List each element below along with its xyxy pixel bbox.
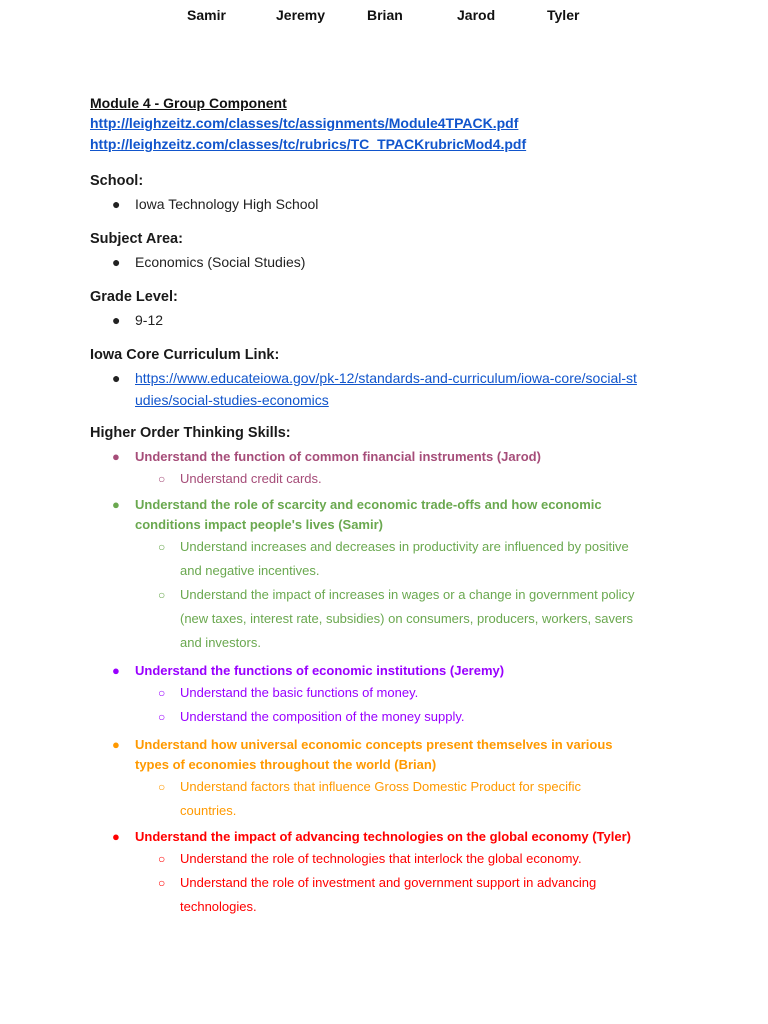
sub-skill-text-line: Understand credit cards. <box>180 471 322 486</box>
core-link-line-2: udies/social-studies-economics <box>135 392 329 408</box>
member-name-tyler: Tyler <box>547 7 580 23</box>
sub-skill-item <box>90 535 710 583</box>
sub-skill-item <box>90 467 710 491</box>
subject-section <box>90 229 710 273</box>
core-label: Iowa Core Curriculum Link: <box>90 347 280 363</box>
sub-skill-item <box>90 847 710 871</box>
sub-skill-text-line: (new taxes, interest rate, subsidies) on consumers, producers, workers, savers <box>180 611 634 626</box>
core-section <box>90 345 710 411</box>
sub-skill-text-line: Understand the impact of increases in wages or a change in government policy <box>180 587 635 602</box>
skill-text-line: Understand the function of common financial instruments (Jarod) <box>135 449 541 464</box>
sub-skill-item <box>90 681 710 705</box>
skill-text-line: conditions impact people's lives (Samir) <box>135 517 383 532</box>
group-member-names <box>0 7 768 27</box>
sub-skill-item <box>90 705 710 729</box>
module-title: Module 4 - Group Component <box>90 95 287 111</box>
skills-list <box>90 447 710 919</box>
skill-text-line: types of economies throughout the world (Brian) <box>135 757 437 772</box>
skill-item <box>90 447 710 467</box>
sub-skill-text-line: Understand increases and decreases in productivity are influenced by positive <box>180 539 629 554</box>
circle-bullet-icon: ○ <box>158 588 166 602</box>
skill-item <box>90 735 710 775</box>
rubric-link[interactable]: http://leighzeitz.com/classes/tc/rubrics/TC_TPACKrubricMod4.pdf <box>90 136 527 152</box>
sub-skill-text-line: Understand the role of technologies that interlock the global economy. <box>180 851 582 866</box>
member-name-jarod: Jarod <box>457 7 496 23</box>
hots-label: Higher Order Thinking Skills: <box>90 425 291 441</box>
sub-skill-text-line: Understand the role of investment and government support in advancing <box>180 875 597 890</box>
assignment-link[interactable]: http://leighzeitz.com/classes/tc/assignments/Module4TPACK.pdf <box>90 115 519 131</box>
bullet-icon: ● <box>112 254 121 270</box>
hots-section <box>90 423 710 919</box>
skill-item <box>90 495 710 535</box>
circle-bullet-icon: ○ <box>158 540 166 554</box>
sub-skill-text-line: Understand the basic functions of money. <box>180 685 419 700</box>
grade-value: 9-12 <box>135 312 164 328</box>
circle-bullet-icon: ○ <box>158 472 166 486</box>
grade-item <box>90 309 710 331</box>
sub-skill-text-line: and investors. <box>180 635 261 650</box>
member-name-brian: Brian <box>367 7 403 23</box>
bullet-icon: ● <box>112 312 121 328</box>
school-label: School: <box>90 173 144 189</box>
circle-bullet-icon: ○ <box>158 852 166 866</box>
bullet-icon: ● <box>112 829 120 844</box>
subject-label: Subject Area: <box>90 231 183 247</box>
bullet-icon: ● <box>112 449 120 464</box>
sub-skill-item <box>90 775 710 823</box>
subject-item <box>90 251 710 273</box>
core-item <box>90 367 710 411</box>
skill-text-line: Understand the impact of advancing technologies on the global economy (Tyler) <box>135 829 631 844</box>
sub-skill-item <box>90 583 710 655</box>
core-curriculum-link[interactable] <box>135 370 637 408</box>
skill-text-line: Understand the role of scarcity and economic trade-offs and how economic <box>135 497 602 512</box>
grade-section <box>90 287 710 331</box>
school-section <box>90 171 710 215</box>
school-item <box>90 193 710 215</box>
skill-item <box>90 827 710 847</box>
circle-bullet-icon: ○ <box>158 710 166 724</box>
core-link-line-1: https://www.educateiowa.gov/pk-12/standards-and-curriculum/iowa-core/social-st <box>135 370 637 386</box>
bullet-icon: ● <box>112 196 121 212</box>
bullet-icon: ● <box>112 370 121 386</box>
sub-skill-text-line: technologies. <box>180 899 257 914</box>
sub-skill-item <box>90 871 710 919</box>
sub-skill-text-line: Understand factors that influence Gross Domestic Product for specific <box>180 779 582 794</box>
circle-bullet-icon: ○ <box>158 876 166 890</box>
circle-bullet-icon: ○ <box>158 780 166 794</box>
bullet-icon: ● <box>112 497 120 512</box>
document-body <box>90 93 710 919</box>
school-value: Iowa Technology High School <box>135 196 319 212</box>
grade-label: Grade Level: <box>90 289 178 305</box>
sub-skill-text-line: and negative incentives. <box>180 563 320 578</box>
circle-bullet-icon: ○ <box>158 686 166 700</box>
subject-value: Economics (Social Studies) <box>135 254 306 270</box>
skill-text-line: Understand the functions of economic institutions (Jeremy) <box>135 663 505 678</box>
member-name-jeremy: Jeremy <box>276 7 326 23</box>
member-name-samir: Samir <box>187 7 226 23</box>
bullet-icon: ● <box>112 663 120 678</box>
sub-skill-text-line: countries. <box>180 803 237 818</box>
skill-item <box>90 661 710 681</box>
sub-skill-text-line: Understand the composition of the money supply. <box>180 709 465 724</box>
bullet-icon: ● <box>112 737 120 752</box>
skill-text-line: Understand how universal economic concepts present themselves in various <box>135 737 613 752</box>
